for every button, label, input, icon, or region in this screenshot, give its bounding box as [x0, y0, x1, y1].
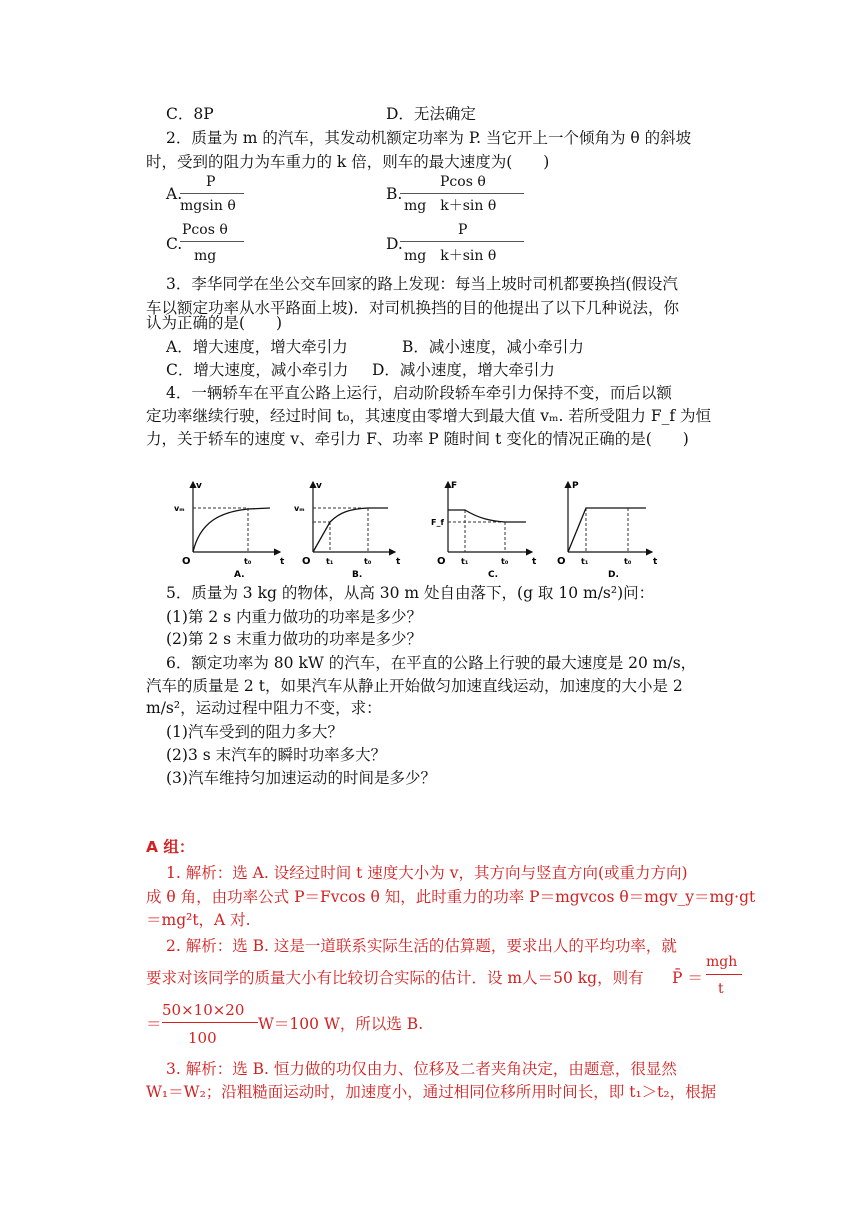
answer-2-line-1: 2. 解析：选 B. 这是一道联系实际生活的估算题，要求出人的平均功率，就 [166, 937, 677, 955]
fraction-denominator: mg [194, 248, 217, 264]
q6-sub-1: (1)汽车受到的阻力多大？ [166, 723, 343, 741]
graph-a-origin: O [182, 556, 191, 567]
q2-line-1: 2．质量为 m 的汽车，其发动机额定功率为 P. 当它开上一个倾角为 θ 的斜坡 [166, 129, 692, 147]
graph-a-t0: t₀ [244, 557, 252, 566]
graph-c-label: C. [488, 570, 499, 578]
graph-d-y-axis: P [572, 481, 579, 491]
graph-c-x-axis: t [532, 557, 537, 567]
graph-c-ff: F_f [431, 518, 444, 527]
fraction-denominator: 100 [188, 1029, 217, 1047]
fraction-numerator: P [206, 174, 216, 190]
q5-line-1: 5．质量为 3 kg 的物体，从高 30 m 处自由落下，(g 取 10 m/s²)问： [166, 584, 655, 602]
fraction-numerator: 50×10×20 [162, 1001, 245, 1019]
q6-sub-2: (2)3 s 末汽车的瞬时功率多大？ [166, 746, 387, 764]
q3-option-d: D．减小速度，增大牵引力 [372, 361, 555, 379]
graph-b [294, 481, 401, 578]
q1-option-c: C．8P [166, 105, 214, 123]
q4-graphs [160, 478, 680, 578]
graph-d [557, 481, 658, 578]
q6-line-1: 6．额定功率为 80 kW 的汽车，在平直的公路上行驶的最大速度是 20 m/s， [166, 654, 697, 672]
answers-heading: A 组： [146, 838, 195, 856]
q6-line-2: 汽车的质量是 2 t，如果汽车从静止开始做匀加速直线运动，加速度的大小是 2 [146, 677, 683, 695]
q2-option-a-label: A. [166, 185, 183, 203]
fraction-numerator: Pcos θ [182, 222, 228, 238]
q5-sub-1: (1)第 2 s 内重力做功的功率是多少？ [166, 608, 423, 626]
graph-d-t1: t₁ [581, 557, 589, 566]
q3-option-a: A．增大速度，增大牵引力 [166, 338, 348, 356]
graph-d-origin: O [557, 556, 566, 567]
q2-option-b-label: B. [386, 185, 403, 203]
fraction-denominator: t [718, 981, 724, 997]
q3-option-c: C．增大速度，减小牵引力 [166, 361, 349, 379]
fraction-denominator: mg k＋sin θ [404, 248, 497, 264]
q2-line-2: 时，受到的阻力为车重力的 k 倍，则车的最大速度为( ) [146, 153, 550, 171]
answer-1-line-2: 成 θ 角，由功率公式 P＝Fvcos θ 知，此时重力的功率 P＝mgvcos θ＝mgv_y＝mg·gt [146, 888, 756, 906]
graph-c-origin: O [437, 556, 446, 567]
answer-2-line-2: 要求对该同学的质量大小有比较切合实际的估计．设 m人＝50 kg，则有 [146, 969, 644, 987]
graph-a [174, 481, 285, 578]
graph-d-label: D. [608, 570, 619, 578]
graph-a-y-axis: v [196, 481, 202, 491]
graph-b-t1: t₁ [326, 557, 334, 566]
answer-1-line-1: 1. 解析：选 A. 设经过时间 t 速度大小为 v，其方向与竖直方向(或重力方向) [166, 864, 688, 882]
graph-a-label: A. [234, 570, 245, 578]
graph-b-y-axis: v [316, 481, 322, 491]
q6-line-3: m/s²，运动过程中阻力不变，求： [146, 699, 382, 717]
q3-line-1: 3．李华同学在坐公交车回家的路上发现：每当上坡时司机都要换挡(假设汽 [166, 275, 678, 293]
graph-b-vm: vₘ [294, 504, 305, 513]
graph-c [431, 481, 537, 578]
graph-d-t0: t₀ [624, 557, 632, 566]
q4-line-2: 定功率继续行驶，经过时间 t₀，其速度由零增大到最大值 vₘ. 若所受阻力 F_f 为恒 [146, 407, 712, 425]
fraction-numerator: Pcos θ [440, 174, 486, 190]
graph-c-y-axis: F [451, 481, 458, 491]
q3-line-3: 认为正确的是( ) [146, 314, 283, 332]
answer-3-line-2: W₁＝W₂；沿粗糙面运动时，加速度小，通过相同位移所用时间长，即 t₁＞t₂，根据 [146, 1083, 717, 1101]
answer-2-line-3: W＝100 W，所以选 B. [258, 1015, 424, 1033]
fraction-numerator: mgh [706, 954, 738, 970]
fraction-numerator: P [458, 222, 468, 238]
q3-option-b: B．减小速度，减小牵引力 [402, 338, 584, 356]
fraction-denominator: mg k＋sin θ [404, 198, 497, 214]
answer-2-pbar: P̄ ＝ [672, 969, 703, 987]
graph-b-t0: t₀ [364, 557, 372, 566]
answer-2-line-3-prefix: ＝ [146, 1015, 162, 1033]
q3-line-2: 车以额定功率从水平路面上坡)．对司机换挡的目的他提出了以下几种说法，你 [146, 299, 680, 317]
fraction-denominator: mgsin θ [180, 198, 236, 214]
graph-b-label: B. [352, 570, 363, 578]
q2-option-d-label: D. [386, 235, 403, 253]
graph-b-x-axis: t [396, 557, 401, 567]
graph-c-t1: t₁ [461, 557, 469, 566]
q5-sub-2: (2)第 2 s 末重力做功的功率是多少？ [166, 630, 423, 648]
q2-option-c-label: C. [166, 235, 183, 253]
q4-line-1: 4．一辆轿车在平直公路上运行，启动阶段轿车牵引力保持不变，而后以额 [166, 384, 672, 402]
graph-a-x-axis: t [280, 557, 285, 567]
q6-sub-3: (3)汽车维持匀加速运动的时间是多少？ [166, 769, 436, 787]
answer-1-line-3: ＝mg²t，A 对. [146, 911, 251, 929]
graph-d-x-axis: t [653, 557, 658, 567]
answer-3-line-1: 3. 解析：选 B. 恒力做的功仅由力、位移及二者夹角决定，由题意，很显然 [166, 1060, 677, 1078]
q1-option-d: D．无法确定 [386, 105, 476, 123]
graph-a-vm: vₘ [174, 504, 185, 513]
graph-c-t0: t₀ [501, 557, 509, 566]
graph-b-origin: O [302, 556, 311, 567]
q4-line-3: 力，关于轿车的速度 v、牵引力 F、功率 P 随时间 t 变化的情况正确的是( ) [146, 430, 689, 448]
